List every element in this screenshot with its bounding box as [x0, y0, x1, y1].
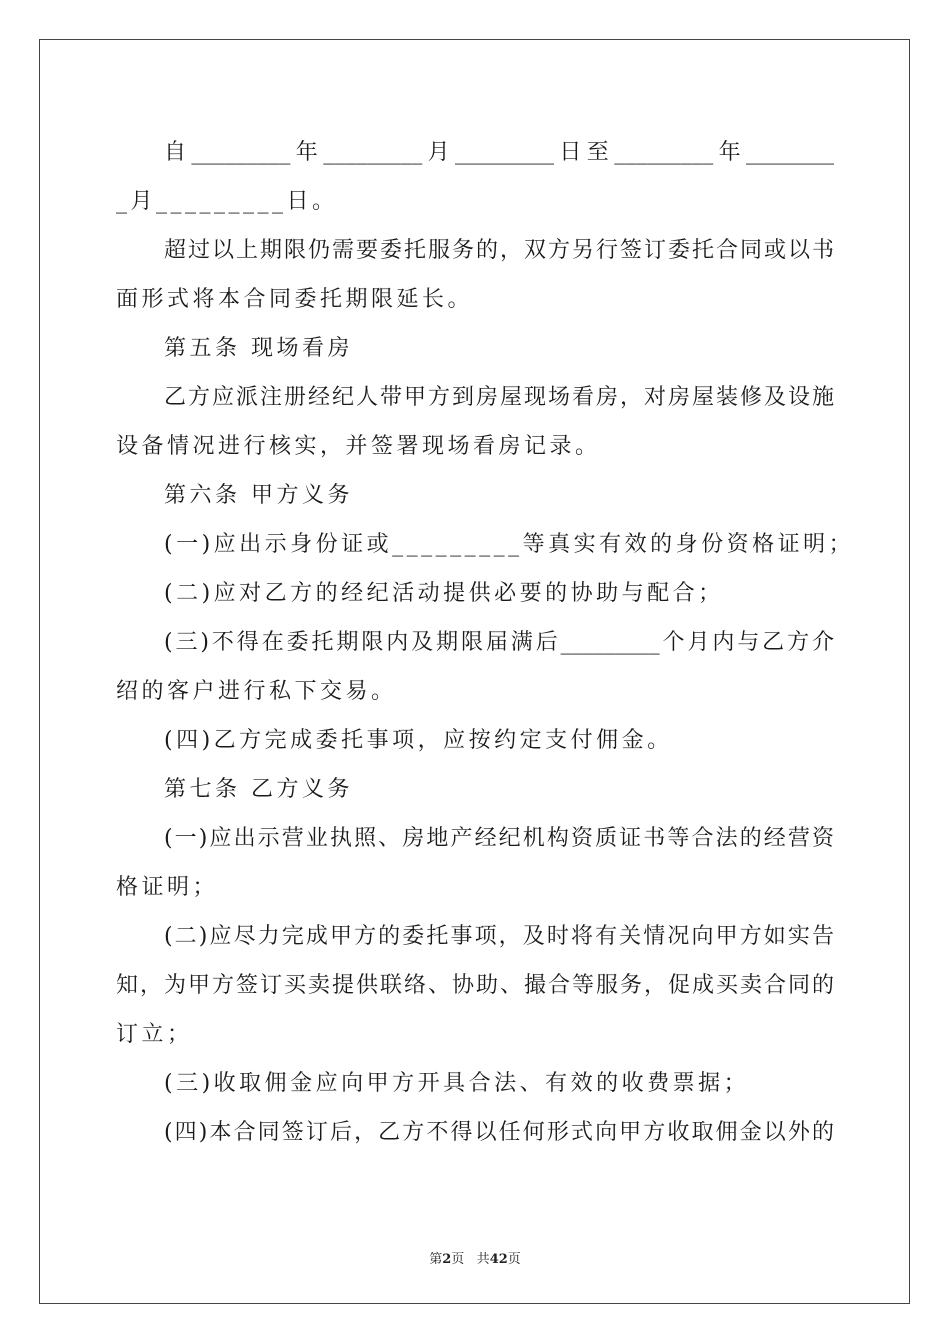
list-item-continued: 绍的客户进行私下交易。 — [116, 679, 397, 704]
list-item: (二)应尽力完成甲方的委托事项，及时将有关情况向甲方如实告 — [164, 924, 834, 949]
list-item-continued: 知，为甲方签订买卖提供联络、协助、撮合等服务，促成买卖合同的 — [116, 973, 834, 998]
list-item: (二)应对乙方的经纪活动提供必要的协助与配合； — [164, 581, 724, 606]
list-item: (四)本合同签订后，乙方不得以任何形式向甲方收取佣金以外的 — [164, 1120, 834, 1145]
paragraph-line: 面形式将本合同委托期限延长。 — [116, 287, 474, 312]
total-pages: 42 — [489, 1252, 508, 1267]
document-body — [116, 128, 855, 1157]
paragraph-line: 超过以上期限仍需要委托服务的，双方另行签订委托合同或以书 — [164, 238, 834, 263]
page-number-prefix: 第 — [429, 1252, 443, 1267]
total-pages-prefix: 共 — [476, 1252, 490, 1267]
list-item: (一)应出示营业执照、房地产经纪机构资质证书等合法的经营资 — [164, 826, 834, 851]
paragraph-line: _月_________日。 — [116, 189, 338, 214]
total-pages-suffix: 页 — [507, 1252, 521, 1267]
paragraph-line: 设备情况进行核实，并签署现场看房记录。 — [116, 434, 601, 459]
list-item: (三)不得在委托期限内及期限届满后_________个月内与乙方介 — [164, 630, 834, 655]
page-footer — [0, 1248, 950, 1267]
list-item: (一)应出示身份证或_________等真实有效的身份资格证明； — [164, 532, 855, 557]
list-item-continued: 订立； — [116, 1022, 193, 1047]
paragraph-line: 自_________年_________月_________日至_________年________ — [164, 140, 834, 165]
list-item: (三)收取佣金应向甲方开具合法、有效的收费票据； — [164, 1071, 750, 1096]
section-heading: 第七条 乙方义务 — [164, 777, 353, 802]
paragraph-line: 乙方应派注册经纪人带甲方到房屋现场看房，对房屋装修及设施 — [164, 385, 834, 410]
page-number-suffix: 页 — [451, 1252, 465, 1267]
section-heading: 第五条 现场看房 — [164, 336, 353, 361]
list-item-continued: 格证明； — [116, 875, 219, 900]
page-number: 2 — [442, 1252, 452, 1267]
list-item: (四)乙方完成委托事项，应按约定支付佣金。 — [164, 728, 673, 753]
section-heading: 第六条 甲方义务 — [164, 483, 353, 508]
